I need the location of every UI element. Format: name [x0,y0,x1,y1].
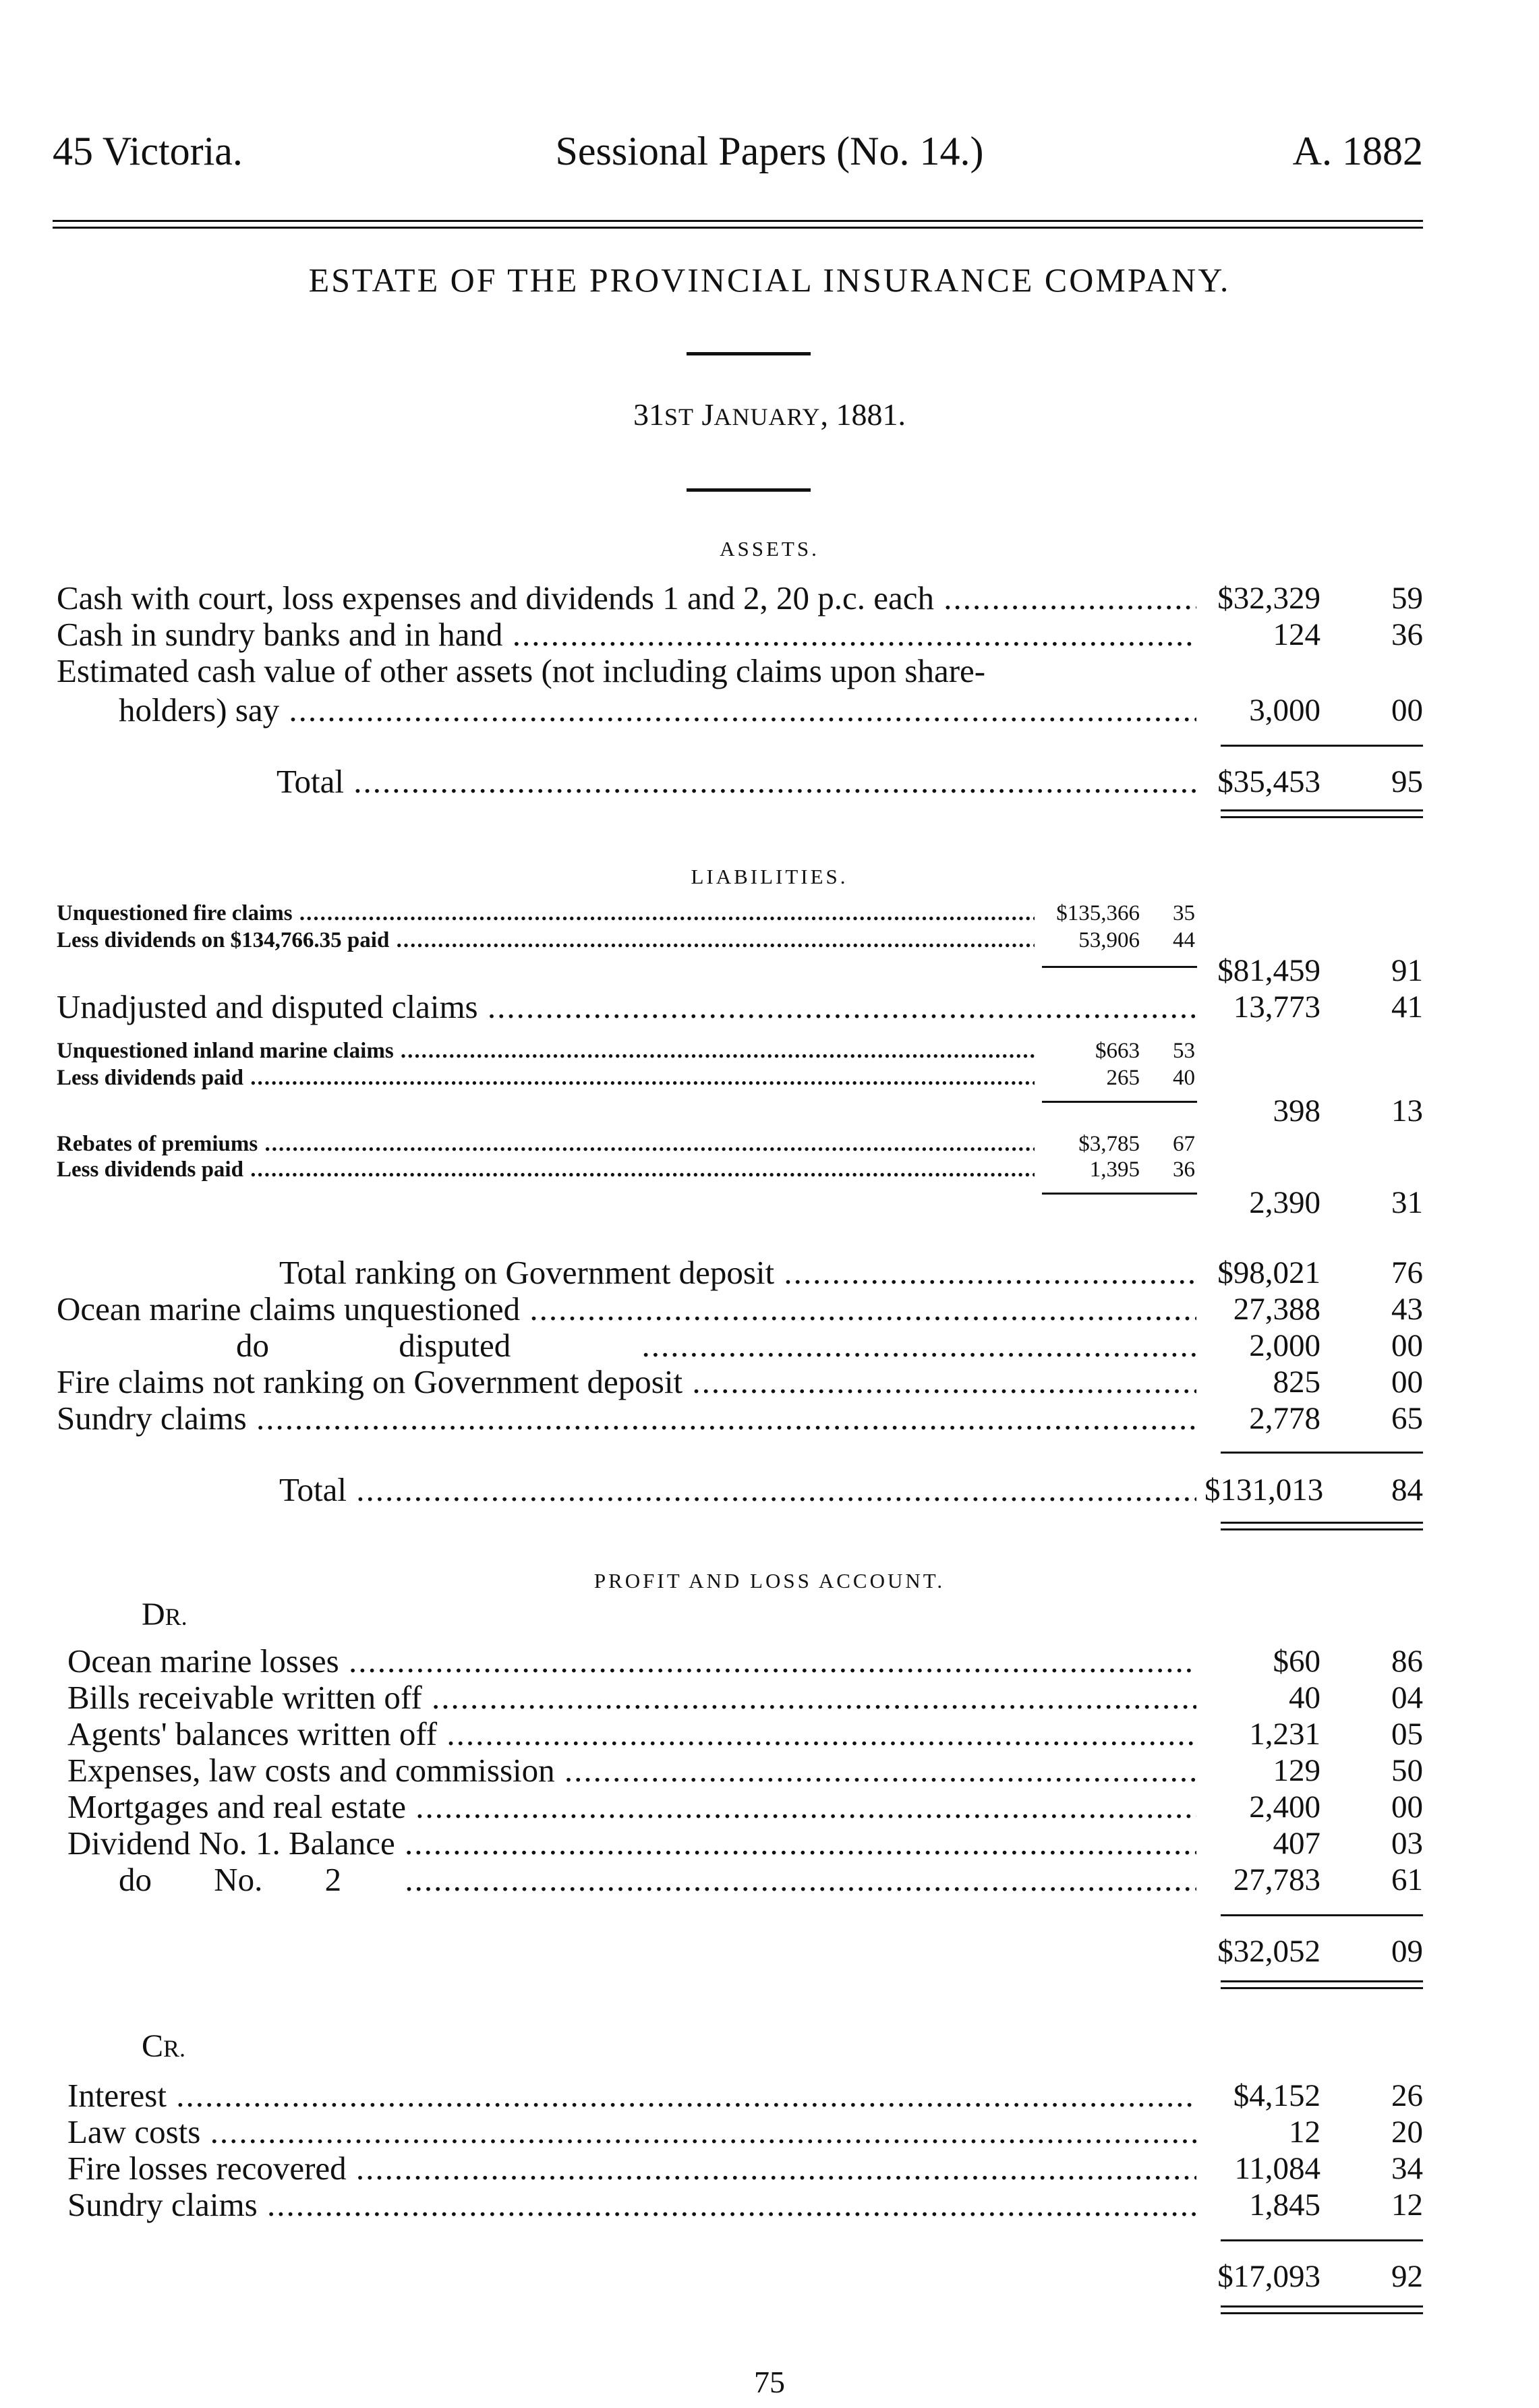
liability-label: Unadjusted and disputed claims ..... [57,987,1196,1027]
liability-dollars: 825 [1273,1365,1320,1400]
debit-dollars: 129 [1273,1753,1320,1788]
page-number: 75 [754,2365,785,2399]
debit-total-row [0,1932,1539,1972]
document-date [0,397,1539,432]
debit-label: Expenses, law costs and commission ..... [67,1751,1196,1790]
liability-label: Fire claims not ranking on Government deposit ..... [57,1363,1196,1402]
credit-row [0,2185,1539,2226]
assets-total-label: Total ..... [277,762,1196,801]
debit-cents: 04 [1391,1680,1423,1715]
debit-cents: 05 [1391,1717,1423,1752]
liability-sub-dollars: 53,906 [1078,928,1140,952]
debit-row [0,1824,1539,1864]
credit-label: Fire losses recovered ..... [67,2149,1196,2188]
liability-row [0,1290,1539,1330]
liability-sub-cents: 67 [1173,1132,1195,1156]
liability-sub-dollars: $3,785 [1078,1132,1140,1156]
liability-sub-row [0,1130,1539,1157]
debit-dollars: $60 [1273,1644,1320,1679]
liabilities-total-row [0,1470,1539,1511]
liabilities-total-dollars: $131,013 [1204,1472,1324,1508]
debit-dollars: 40 [1289,1680,1320,1715]
asset-row [0,652,1539,692]
liability-dollars: $98,021 [1217,1255,1320,1290]
debit-label: Agents' balances written off ..... [67,1715,1196,1754]
liability-row [0,1253,1539,1294]
liability-row [0,1399,1539,1439]
date-suffix: ST [664,403,695,430]
liability-cents: 65 [1391,1401,1423,1436]
credit-rest: R. [163,2035,186,2062]
credit-initial: C [142,2028,164,2064]
liability-cents: 00 [1391,1328,1423,1363]
liability-sub-cents: 40 [1173,1066,1195,1090]
date-month-rest: ANUARY [714,403,821,430]
liability-sub-cents: 44 [1173,928,1195,952]
debit-cents: 61 [1391,1862,1423,1897]
rebates-net-cents: 31 [1391,1185,1423,1220]
asset-row [0,691,1539,731]
credit-subtotal-rule [1221,2239,1423,2241]
liability-label: do disputed ..... [236,1326,1196,1365]
debit-rest: R. [165,1603,187,1630]
credit-cents: 26 [1391,2078,1423,2113]
debit-initial: D [142,1597,165,1632]
debit-cents: 03 [1391,1826,1423,1861]
liability-cents: 76 [1391,1255,1423,1290]
liability-label: Unquestioned inland marine claims ..... [57,1037,1035,1064]
debit-row [0,1751,1539,1791]
credit-row [0,2076,1539,2117]
profit-loss-heading: PROFIT AND LOSS ACCOUNT. [593,1569,946,1593]
liability-label: Less dividends paid ..... [57,1064,1035,1091]
debit-row [0,1715,1539,1755]
fire-net-cents: 91 [1391,953,1423,988]
liability-row [0,1326,1539,1367]
liability-label: Rebates of premiums ..... [57,1130,1035,1157]
liability-cents: 41 [1391,990,1423,1025]
fire-net-row [0,951,1539,992]
asset-row [0,615,1539,656]
header-rule-top [53,220,1423,222]
debit-cents: 50 [1391,1753,1423,1788]
liabilities-total-label: Total ..... [279,1470,1196,1510]
debit-cents: 00 [1391,1789,1423,1825]
document-title: ESTATE OF THE PROVINCIAL INSURANCE COMPANY. [308,261,1231,299]
date-year: , 1881. [820,397,906,432]
liability-sub-cents: 36 [1173,1157,1195,1182]
liability-sub-row [0,1156,1539,1183]
asset-cents: 36 [1391,617,1423,652]
debit-total-rule-1 [1221,1980,1423,1982]
header-session: 45 Victoria. [53,129,243,173]
liability-dollars: 2,778 [1249,1401,1320,1436]
credit-total-rule-1 [1221,2305,1423,2307]
liability-sub-cents: 53 [1173,1039,1195,1063]
credit-row [0,2149,1539,2189]
asset-dollars: 124 [1273,617,1320,652]
credit-cents: 34 [1391,2151,1423,2186]
liability-sub-dollars: $135,366 [1056,901,1140,925]
credit-dollars: $4,152 [1233,2078,1320,2113]
liability-sub-row [0,1064,1539,1091]
assets-total-rule-2 [1221,816,1423,818]
date-month-initial: J [701,397,714,432]
liability-label: Unquestioned fire claims ..... [57,900,1035,927]
liability-sub-row [0,900,1539,927]
debit-dollars: 27,783 [1233,1862,1320,1897]
asset-row [0,579,1539,619]
asset-label: Cash with court, loss expenses and dividends 1 and 2, 20 p.c. each ..... [57,579,1196,618]
liabilities-total-rule-1 [1221,1522,1423,1524]
liability-dollars: 2,000 [1249,1328,1320,1363]
asset-label: Cash in sundry banks and in hand ..... [57,615,1196,654]
assets-total-cents: 95 [1391,764,1423,799]
debit-heading [142,1596,187,1633]
credit-cents: 12 [1391,2187,1423,2223]
debit-label: do No. 2 ..... [119,1860,1196,1899]
liability-label: Total ranking on Government deposit ..... [279,1253,1196,1292]
debit-total-rule-2 [1221,1987,1423,1989]
debit-total-dollars: $32,052 [1217,1934,1320,1969]
debit-row [0,1642,1539,1682]
credit-label: Sundry claims ..... [67,2185,1196,2225]
assets-total-dollars: $35,453 [1217,764,1320,799]
date-rule [687,488,811,492]
inland-net-dollars: 398 [1273,1093,1320,1128]
liability-row [0,987,1539,1028]
debit-cents: 86 [1391,1644,1423,1679]
credit-heading [142,2028,185,2065]
debit-label: Ocean marine losses ..... [67,1642,1196,1681]
date-day: 31 [633,397,665,432]
header-year: A. 1882 [1292,129,1423,173]
liability-sub-cents: 35 [1173,901,1195,925]
liabilities-subtotal-rule [1221,1452,1423,1454]
rebates-net-dollars: 2,390 [1249,1185,1320,1220]
asset-cents: 00 [1391,693,1423,728]
asset-label: Estimated cash value of other assets (not including claims upon share- [57,652,986,689]
liability-row [0,1363,1539,1403]
asset-dollars: $32,329 [1217,581,1320,616]
credit-dollars: 1,845 [1249,2187,1320,2223]
assets-subtotal-rule [1221,745,1423,747]
credit-label: Law costs ..... [67,2113,1196,2152]
inland-net-cents: 13 [1391,1093,1423,1128]
header-rule-bottom [53,227,1423,229]
debit-row [0,1678,1539,1719]
header-title: Sessional Papers (No. 14.) [555,129,984,173]
rebates-net-row [0,1183,1539,1224]
liabilities-total-rule-2 [1221,1528,1423,1530]
asset-cents: 59 [1391,581,1423,616]
debit-dollars: 2,400 [1249,1789,1320,1825]
assets-heading: ASSETS. [720,537,819,561]
assets-total-row [0,762,1539,803]
inland-net-row [0,1091,1539,1132]
liability-label: Ocean marine claims unquestioned ..... [57,1290,1196,1329]
asset-label: holders) say ..... [119,691,1196,730]
asset-dollars: 3,000 [1249,693,1320,728]
credit-label: Interest ..... [67,2076,1196,2115]
title-rule [687,352,811,355]
liability-cents: 43 [1391,1292,1423,1327]
debit-total-cents: 09 [1391,1934,1423,1969]
liability-sub-dollars: 1,395 [1089,1157,1140,1182]
liability-dollars: 27,388 [1233,1292,1320,1327]
credit-dollars: 12 [1289,2115,1320,2150]
debit-subtotal-rule [1221,1914,1423,1916]
credit-total-dollars: $17,093 [1217,2259,1320,2294]
liabilities-heading: LIABILITIES. [691,865,848,888]
fire-net-dollars: $81,459 [1217,953,1320,988]
liabilities-total-cents: 84 [1391,1472,1423,1508]
debit-dollars: 1,231 [1249,1717,1320,1752]
credit-total-row [0,2257,1539,2297]
debit-label: Bills receivable written off ..... [67,1678,1196,1717]
credit-cents: 20 [1391,2115,1423,2150]
assets-total-rule-1 [1221,809,1423,811]
liability-dollars: 13,773 [1233,990,1320,1025]
debit-row [0,1860,1539,1901]
debit-dollars: 407 [1273,1826,1320,1861]
liability-sub-row [0,1037,1539,1064]
liability-sub-dollars: $663 [1095,1039,1140,1063]
credit-total-rule-2 [1221,2312,1423,2314]
liability-cents: 00 [1391,1365,1423,1400]
debit-label: Dividend No. 1. Balance ..... [67,1824,1196,1863]
credit-dollars: 11,084 [1234,2151,1320,2186]
liability-sub-row [0,927,1539,954]
liability-sub-dollars: 265 [1106,1066,1140,1090]
credit-total-cents: 92 [1391,2259,1423,2294]
debit-row [0,1787,1539,1828]
liability-label: Sundry claims ..... [57,1399,1196,1438]
liability-label: Less dividends on $134,766.35 paid ..... [57,927,1035,954]
credit-row [0,2113,1539,2153]
liability-label: Less dividends paid ..... [57,1156,1035,1183]
debit-label: Mortgages and real estate ..... [67,1787,1196,1827]
